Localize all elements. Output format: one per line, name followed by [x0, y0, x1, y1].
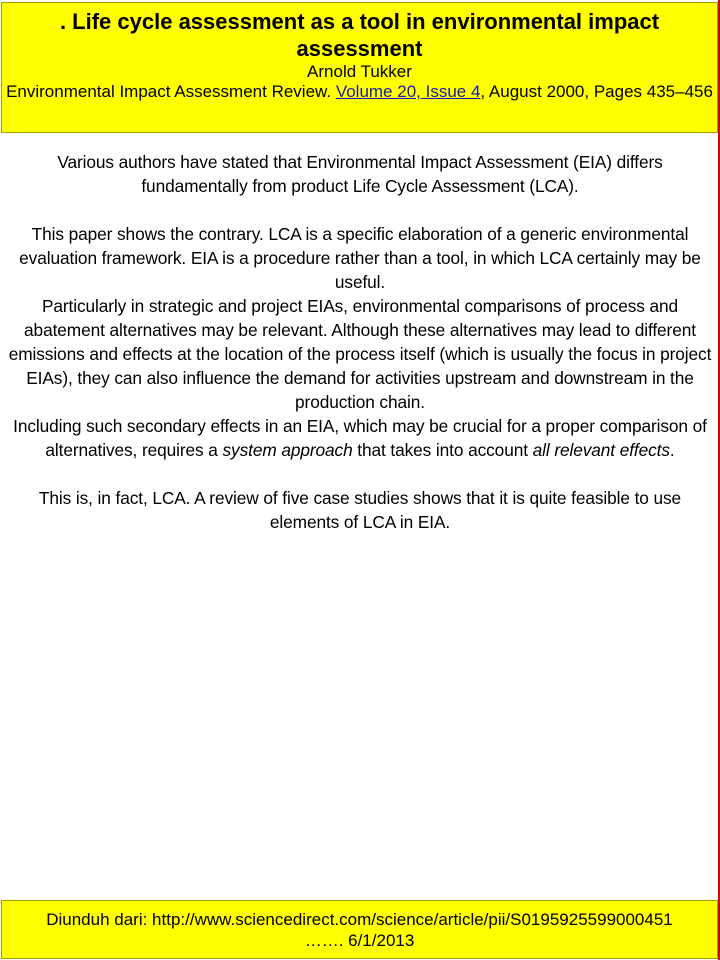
- paper-author: Arnold Tukker: [307, 62, 412, 81]
- volume-issue-link[interactable]: Volume 20, Issue 4: [335, 82, 481, 101]
- citation-header: [1, 2, 718, 133]
- emphasis-system-approach: system approach: [222, 440, 353, 460]
- emphasis-all-relevant-effects: all relevant effects: [532, 440, 670, 460]
- source-footer: [1, 900, 718, 959]
- abstract-paragraph-3: Particularly in strategic and project EIAs, environmental comparisons of process and abatement alternatives may be relevant. Although these alternatives may lead to different emissions and effects at the location of the process itself (which is usually the focus in project EIAs), they can also influence the demand for activities upstream and downstream in the production chain.: [8, 296, 712, 412]
- abstract-body: [8, 150, 712, 534]
- paper-title: [8, 8, 711, 62]
- abstract-paragraph-2: This paper shows the contrary. LCA is a specific elaboration of a generic environmental evaluation framework. EIA is a procedure rather than a tool, in which LCA certainly may be useful.: [19, 224, 701, 292]
- paragraph-4-text-c: .: [669, 440, 675, 460]
- source-url-line: Diunduh dari: http://www.sciencedirect.com/science/article/pii/S0195925599000451: [46, 910, 673, 929]
- paragraph-4-text-b: that takes into account: [352, 440, 533, 460]
- abstract-paragraph-4: [8, 414, 712, 462]
- download-date-line: ……. 6/1/2013: [304, 931, 415, 950]
- title-text: Life cycle assessment as a tool in environmental impact assessment: [72, 9, 660, 61]
- title-prefix: .: [59, 9, 73, 34]
- journal-name: Environmental Impact Assessment Review.: [6, 82, 336, 101]
- journal-citation: [6, 82, 713, 102]
- paragraph-4-text-a: Including such secondary effects in an EIA, which may be crucial for a proper comparison of alternatives, requires a: [13, 416, 707, 460]
- abstract-paragraph-1: Various authors have stated that Environmental Impact Assessment (EIA) differs fundamentally from product Life Cycle Assessment (LCA).: [57, 152, 663, 196]
- abstract-paragraph-5: This is, in fact, LCA. A review of five case studies shows that it is quite feasible to use elements of LCA in EIA.: [38, 488, 682, 532]
- journal-date-pages: , August 2000, Pages 435–456: [480, 82, 713, 101]
